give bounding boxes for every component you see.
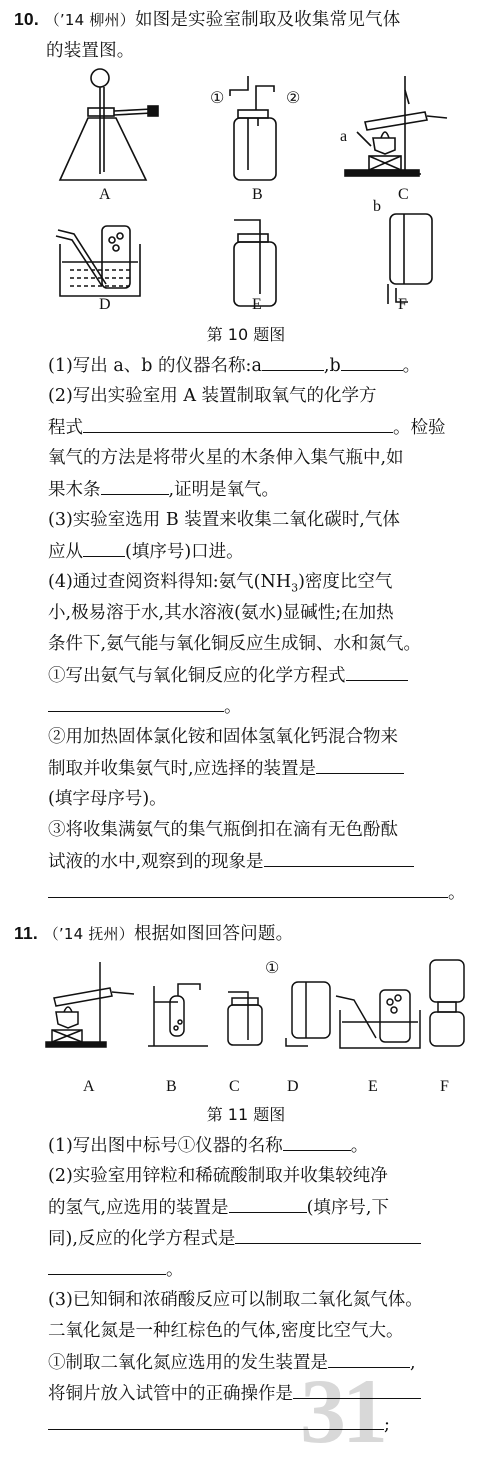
q11-stem <box>14 918 484 950</box>
q10-label-b-upper: B <box>252 186 263 203</box>
q11-number: 11. <box>14 923 38 943</box>
q10-label-f-upper: F <box>398 296 407 313</box>
q10-stem-text: 如图是实验室制取及收集常见气体 <box>134 10 401 30</box>
q10-part4-l1: (4)通过查阅资料得知:氨气$(NH_3)$密度比空气 <box>48 572 393 595</box>
q11-part2-l1: (2)实验室用锌粒和稀硫酸制取并收集较纯净 <box>48 1166 388 1186</box>
apparatus-f-bottle <box>388 214 432 304</box>
q11-label-a: A <box>83 1078 95 1095</box>
q10-number: 10. <box>14 9 39 29</box>
q11-part3a-l2: 将铜片放入试管中的正确操作是 <box>48 1378 421 1410</box>
apparatus-c-stand <box>345 76 447 176</box>
apparatus-11a <box>46 962 134 1047</box>
q11-part3-l1: (3)已知铜和浓硝酸反应可以制取二氧化氮气体。 <box>48 1290 423 1310</box>
q10-label-c-upper: C <box>398 186 409 203</box>
q11-source: （’14 抚州） <box>43 925 134 943</box>
apparatus-d-trough <box>56 226 140 296</box>
q10-part4a-l1: ①写出氨气与氧化铜反应的化学方程式 <box>48 660 408 692</box>
q10-caption: 第 10 题图 <box>206 325 286 344</box>
q10-label-a-lower: a <box>340 128 348 145</box>
q11-part3-l2: 二氧化氮是一种红棕色的气体,密度比空气大。 <box>48 1321 404 1341</box>
page-number: 31 <box>300 1360 384 1462</box>
q10-part3-l2: 应从 (填序号)口进。 <box>48 536 244 568</box>
q11-part2-l3: 同),反应的化学方程式是 <box>48 1223 421 1255</box>
q10-part2-l1: (2)写出实验室用 A 装置制取氧气的化学方 <box>48 386 377 406</box>
apparatus-11f <box>430 960 464 1046</box>
q11-label-b: B <box>166 1078 177 1095</box>
q11-part1: (1)写出图中标号①仪器的名称 。 <box>48 1130 368 1162</box>
q11-part2-l4: 。 <box>48 1254 184 1286</box>
q11-part3a-l1: ①制取二氧化氮应选用的发生装置是 , <box>48 1347 416 1379</box>
apparatus-11e <box>336 990 420 1048</box>
q10-part4a-l2: 。 <box>48 691 242 723</box>
q10-stem <box>14 4 484 67</box>
apparatus-11d <box>286 982 330 1046</box>
q10-part1: (1)写出 a、b 的仪器名称:a ,b 。 <box>48 350 420 382</box>
q10-label-a-upper: A <box>99 186 111 203</box>
q11-label-f: F <box>440 1078 449 1095</box>
q10-part4c-l1: ③将收集满氨气的集气瓶倒扣在滴有无色酚酞 <box>48 820 398 840</box>
q10-part4b-l1: ②用加热固体氯化铵和固体氢氧化钙混合物来 <box>48 727 398 747</box>
q10-part2-l3: 氧气的方法是将带火星的木条伸入集气瓶中,如 <box>48 448 404 468</box>
q10-part4-l3: 条件下,氨气能与氧化铜反应生成铜、水和氮气。 <box>48 634 422 654</box>
q10-part4c-l2: 试液的水中,观察到的现象是 <box>48 846 414 878</box>
apparatus-a-flask <box>60 69 158 180</box>
q11-marker-1: ① <box>265 960 280 977</box>
q10-part4b-l2: 制取并收集氨气时,应选择的装置是 <box>48 753 404 785</box>
q10-part4c-l3: 。 <box>48 877 466 909</box>
q11-label-d: D <box>287 1078 299 1095</box>
q11-stem-text: 根据如图回答问题。 <box>133 924 294 944</box>
q10-stem-text-2: 的装置图。 <box>46 41 135 61</box>
q11-part2-l2: 的氢气,应选用的装置是 (填序号,下 <box>48 1192 389 1224</box>
apparatus-e-bottle <box>234 220 276 306</box>
q10-port-1: ① <box>210 90 225 107</box>
q11-label-e: E <box>368 1078 378 1095</box>
q10-label-d-upper: D <box>99 296 111 313</box>
apparatus-b-bottle <box>230 76 276 180</box>
q10-port-2: ② <box>286 90 301 107</box>
q10-label-e-upper: E <box>252 296 262 313</box>
q11-figure <box>40 956 470 1076</box>
q10-label-b-lower: b <box>373 198 381 215</box>
q10-part4-l2: 小,极易溶于水,其水溶液(氨水)显碱性;在加热 <box>48 603 394 623</box>
q11-label-c: C <box>229 1078 240 1095</box>
apparatus-11c <box>228 992 262 1045</box>
q11-part3a-l3: ; <box>48 1409 390 1441</box>
q11-caption: 第 11 题图 <box>206 1105 286 1124</box>
q10-part4b-l3: (填字母序号)。 <box>48 789 167 809</box>
apparatus-11b <box>148 984 208 1046</box>
q10-part2-l2: 程式 。检验 <box>48 412 446 444</box>
q10-part2-l4: 果木条 ,证明是氧气。 <box>48 474 279 506</box>
q10-part3-l1: (3)实验室选用 B 装置来收集二氧化碳时,气体 <box>48 510 400 530</box>
q10-source: （’14 柳州） <box>44 11 135 29</box>
